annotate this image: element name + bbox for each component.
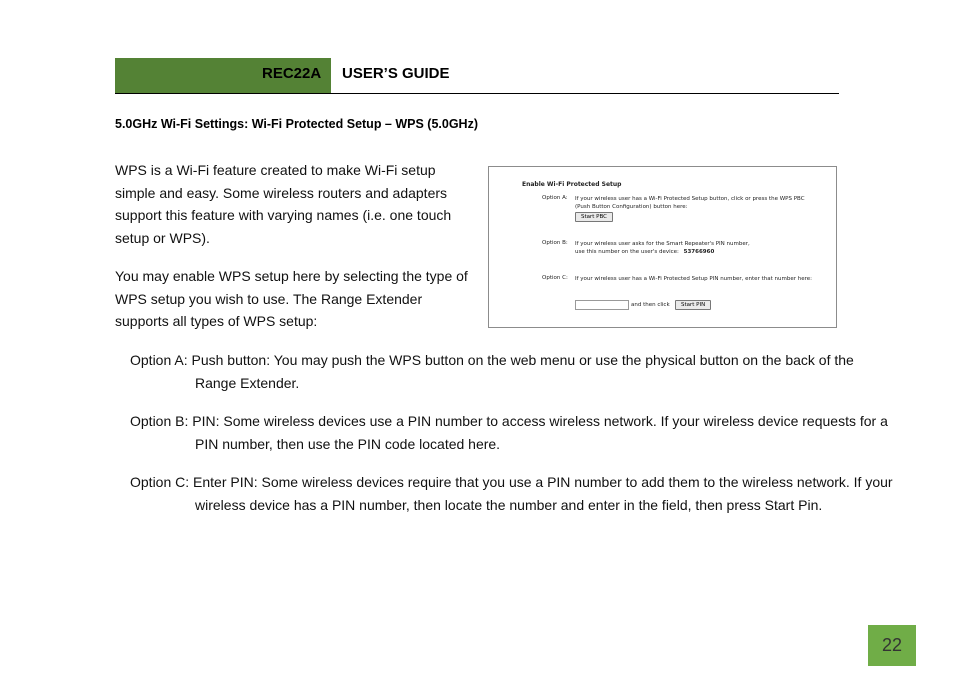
pin-input[interactable] (575, 300, 629, 310)
wps-screenshot-title: Enable Wi-Fi Protected Setup (522, 181, 622, 188)
option-b-text-line-1: If your wireless user asks for the Smart Repeater's PIN number, (575, 241, 750, 247)
pin-number: 53766960 (683, 249, 715, 255)
option-c-label: Option C: (542, 275, 568, 281)
option-b-text-line-2 (575, 248, 815, 256)
option-a-description: Option A: Push button: You may push the WPS button on the web menu or use the physical button on the back of the Range Extender. (130, 352, 854, 391)
option-c-description: Option C: Enter PIN: Some wireless devices require that you use a PIN number to add them to the wireless network. If your wireless device has a PIN number, then locate the number and enter in the field, then press Start Pin. (130, 474, 893, 513)
header-rule (115, 93, 839, 94)
and-then-click-label: and then click (631, 302, 670, 308)
section-title: 5.0GHz Wi-Fi Settings: Wi-Fi Protected Setup – WPS (5.0GHz) (115, 117, 479, 131)
page-number: 22 (881, 635, 903, 655)
option-c-text: If your wireless user has a Wi-Fi Protected Setup PIN number, enter that number here: (575, 276, 812, 282)
header-guide-title: USER’S GUIDE (342, 65, 450, 82)
intro-paragraph-1: WPS is a Wi-Fi feature created to make Wi-Fi setup simple and easy. Some wireless routers and adapters support this feature with varying names (i.e. one touch setup or WPS). (115, 162, 452, 246)
option-a-label: Option A: (542, 195, 568, 201)
start-pin-button[interactable]: Start PIN (675, 300, 711, 310)
option-b-description: Option B: PIN: Some wireless devices use a PIN number to access wireless network. If your wireless device requests for a PIN number, then use the PIN code located here. (130, 413, 888, 452)
wps-settings-screenshot (488, 166, 837, 328)
intro-paragraph-2: You may enable WPS setup here by selecting the type of WPS setup you wish to use. The Range Extender supports all types of WPS setup: (115, 268, 468, 329)
start-pbc-button[interactable]: Start PBC (575, 212, 613, 222)
option-b-label: Option B: (542, 240, 568, 246)
header-model: REC22A (262, 65, 322, 82)
option-a-text: If your wireless user has a Wi-Fi Protected Setup button, click or press the WPS PBC (Push Button Configuration) button here: (575, 196, 805, 210)
option-b-text-2: use this number on the user's device: (575, 249, 679, 255)
